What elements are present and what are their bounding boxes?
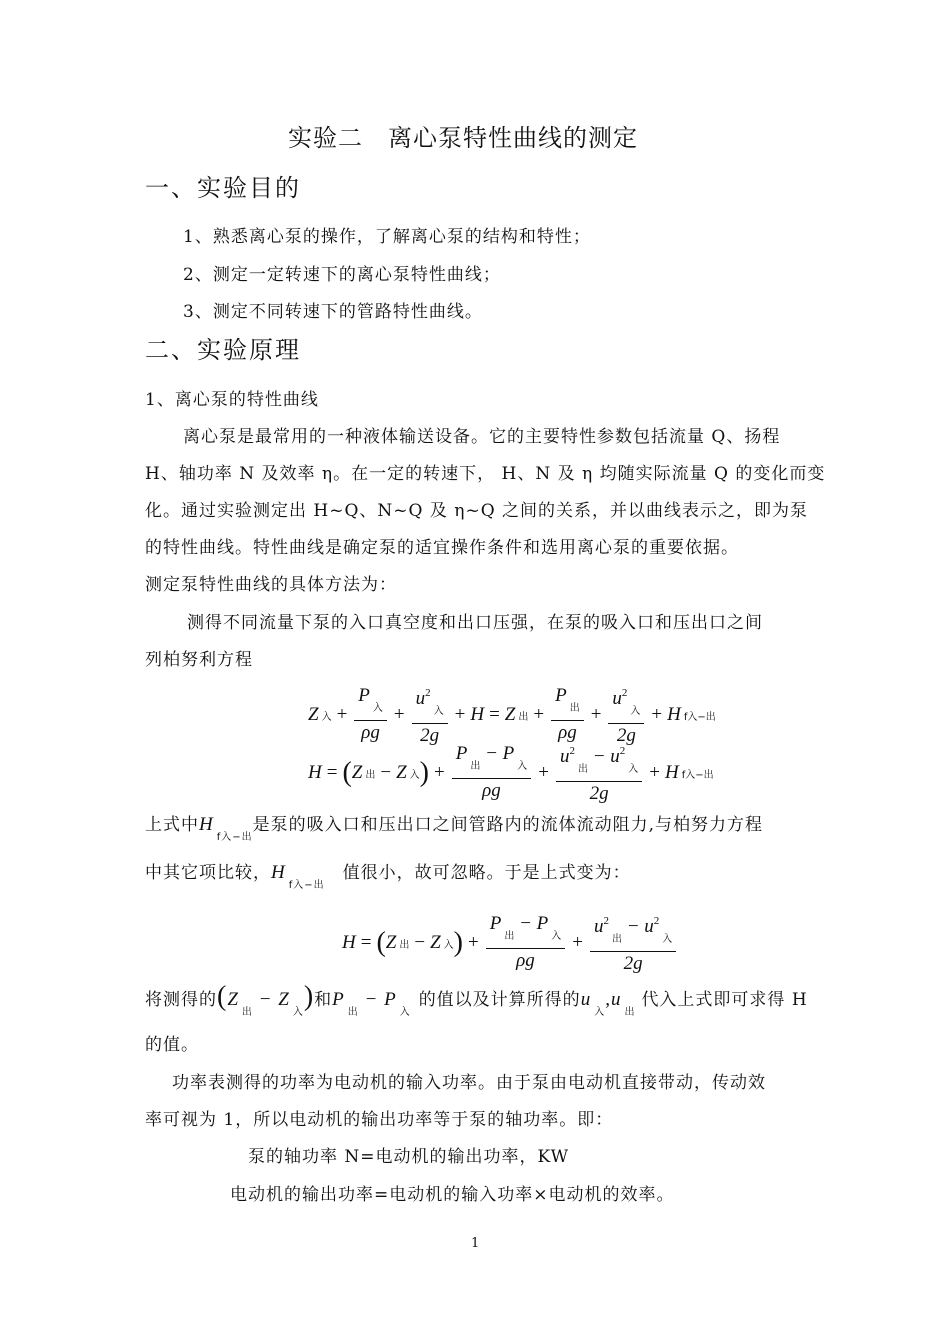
section-heading-purpose: 一、实验目的 <box>145 174 301 202</box>
section-heading-principle: 二、实验原理 <box>145 336 301 364</box>
power-line-2: 率可视为 1，所以电动机的输出功率等于泵的轴功率。即： <box>145 1110 614 1130</box>
motor-output-line: 电动机的输出功率=电动机的输入功率×电动机的效率。 <box>230 1185 675 1205</box>
power-line-1: 功率表测得的功率为电动机的输入功率。由于泵由电动机直接带动，传动效 <box>172 1073 766 1093</box>
head-equation-with-friction: H = ( Z 出 − Z 入 ) + $\frac{P_出 - P_入}{\rho g}$ + $\frac{u^2_出 - u^2_入}{2g}$ + H f入−出 <box>308 740 714 806</box>
page-number: 1 <box>471 1236 480 1251</box>
purpose-item-1: 1、熟悉离心泵的操作，了解离心泵的结构和特性； <box>183 227 591 247</box>
page-title: 实验二 离心泵特性曲线的测定 <box>288 124 638 152</box>
method-line: 测定泵特性曲线的具体方法为： <box>145 575 397 595</box>
purpose-item-2: 2、测定一定转速下的离心泵特性曲线； <box>183 265 501 285</box>
substitution-line: 将测得的$(Z_出 - Z_入)$和$P_出 - P_入$的值以及计算所得的$u_入,u_出$代入上式即可求得 H <box>145 981 808 1018</box>
para1-line-1: 离心泵是最常用的一种液体输送设备。它的主要特性参数包括流量 Q、扬程 <box>183 427 781 447</box>
shaft-power-line: 泵的轴功率 N=电动机的输出功率，KW <box>248 1147 570 1167</box>
subsection-heading: 1、离心泵的特性曲线 <box>145 390 319 410</box>
head-equation-simplified: H = ( Z 出 − Z 入 ) + $\frac{P_出 - P_入}{\rho g}$ + $\frac{u^2_出 - u^2_入}{2g}$ <box>342 910 678 976</box>
para1-line-4: 的特性曲线。特性曲线是确定泵的适宜操作条件和选用离心泵的重要依据。 <box>145 538 739 558</box>
para1-line-3: 化。通过实验测定出 H~Q、N~Q 及 η~Q 之间的关系，并以曲线表示之，即为泵 <box>145 501 809 521</box>
para2-line-2: 列柏努利方程 <box>145 650 253 670</box>
friction-explanation-line-2: 中其它项比较，$H_{f入-出}$值很小，故可忽略。于是上式变为： <box>145 862 631 891</box>
para2-line-1: 测得不同流量下泵的入口真空度和出口压强，在泵的吸入口和压出口之间 <box>187 613 763 633</box>
para1-line-2: H、轴功率 N 及效率 η。在一定的转速下， H、N 及 η 均随实际流量 Q 的变化而变 <box>145 464 826 484</box>
friction-explanation-line-1: 上式中$H_{f入-出}$是泵的吸入口和压出口之间管路内的流体流动阻力,与柏努力方程 <box>145 814 764 843</box>
bernoulli-equation: Z 入 + $\frac{P_入}{\rho g}$ + $\frac{u^2_入}{2g}$ + H = Z 出 + $\frac{P_出}{\rho g}$ + $\frac{u^2_入}{2g}$ + H f入−出 <box>308 682 716 748</box>
purpose-item-3: 3、测定不同转速下的管路特性曲线。 <box>183 302 483 322</box>
substitution-line-2: 的值。 <box>145 1035 199 1055</box>
